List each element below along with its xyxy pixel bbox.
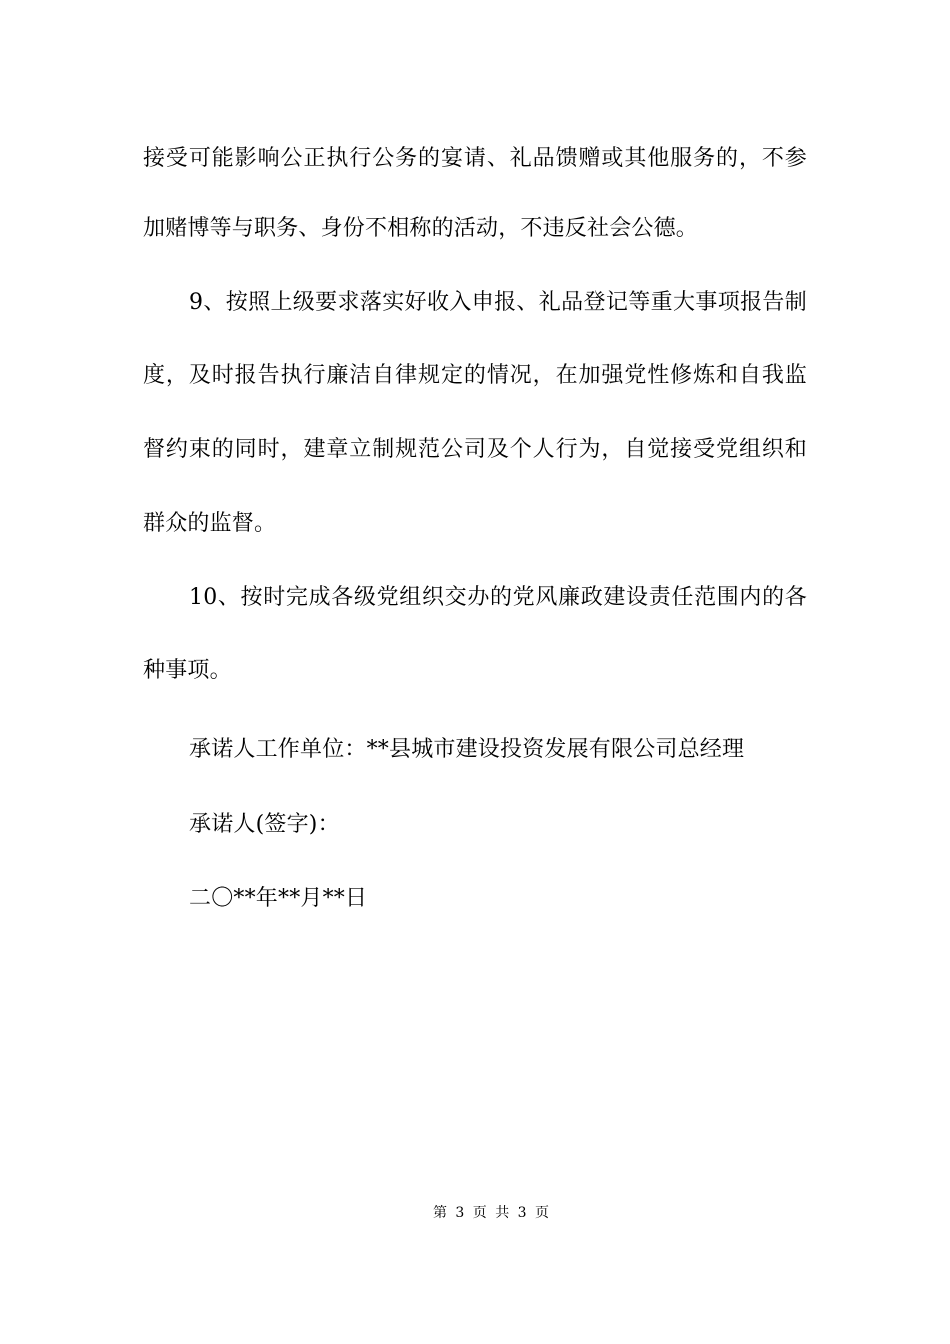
signatory-unit: 承诺人工作单位：**县城市建设投资发展有限公司总经理 [189, 737, 745, 762]
body-line-6: 群众的监督。 [143, 511, 277, 536]
body-line-1: 接受可能影响公正执行公务的宴请、礼品馈赠或其他服务的，不参 [143, 146, 807, 171]
body-line-5: 督约束的同时，建章立制规范公司及个人行为，自觉接受党组织和 [143, 437, 807, 462]
body-line-2: 加赌博等与职务、身份不相称的活动，不违反社会公德。 [143, 216, 699, 241]
page-number: 第 3 页 共 3 页 [432, 1205, 552, 1221]
signatory-signature: 承诺人(签字)： [189, 812, 340, 837]
signing-date: 二〇**年**月**日 [189, 886, 368, 911]
body-line-8: 种事项。 [143, 658, 232, 683]
body-line-4: 度，及时报告执行廉洁自律规定的情况，在加强党性修炼和自我监 [143, 363, 807, 388]
body-line-3: 9、按照上级要求落实好收入申报、礼品登记等重大事项报告制 [189, 290, 807, 315]
body-line-7: 10、按时完成各级党组织交办的党风廉政建设责任范围内的各 [189, 585, 807, 610]
